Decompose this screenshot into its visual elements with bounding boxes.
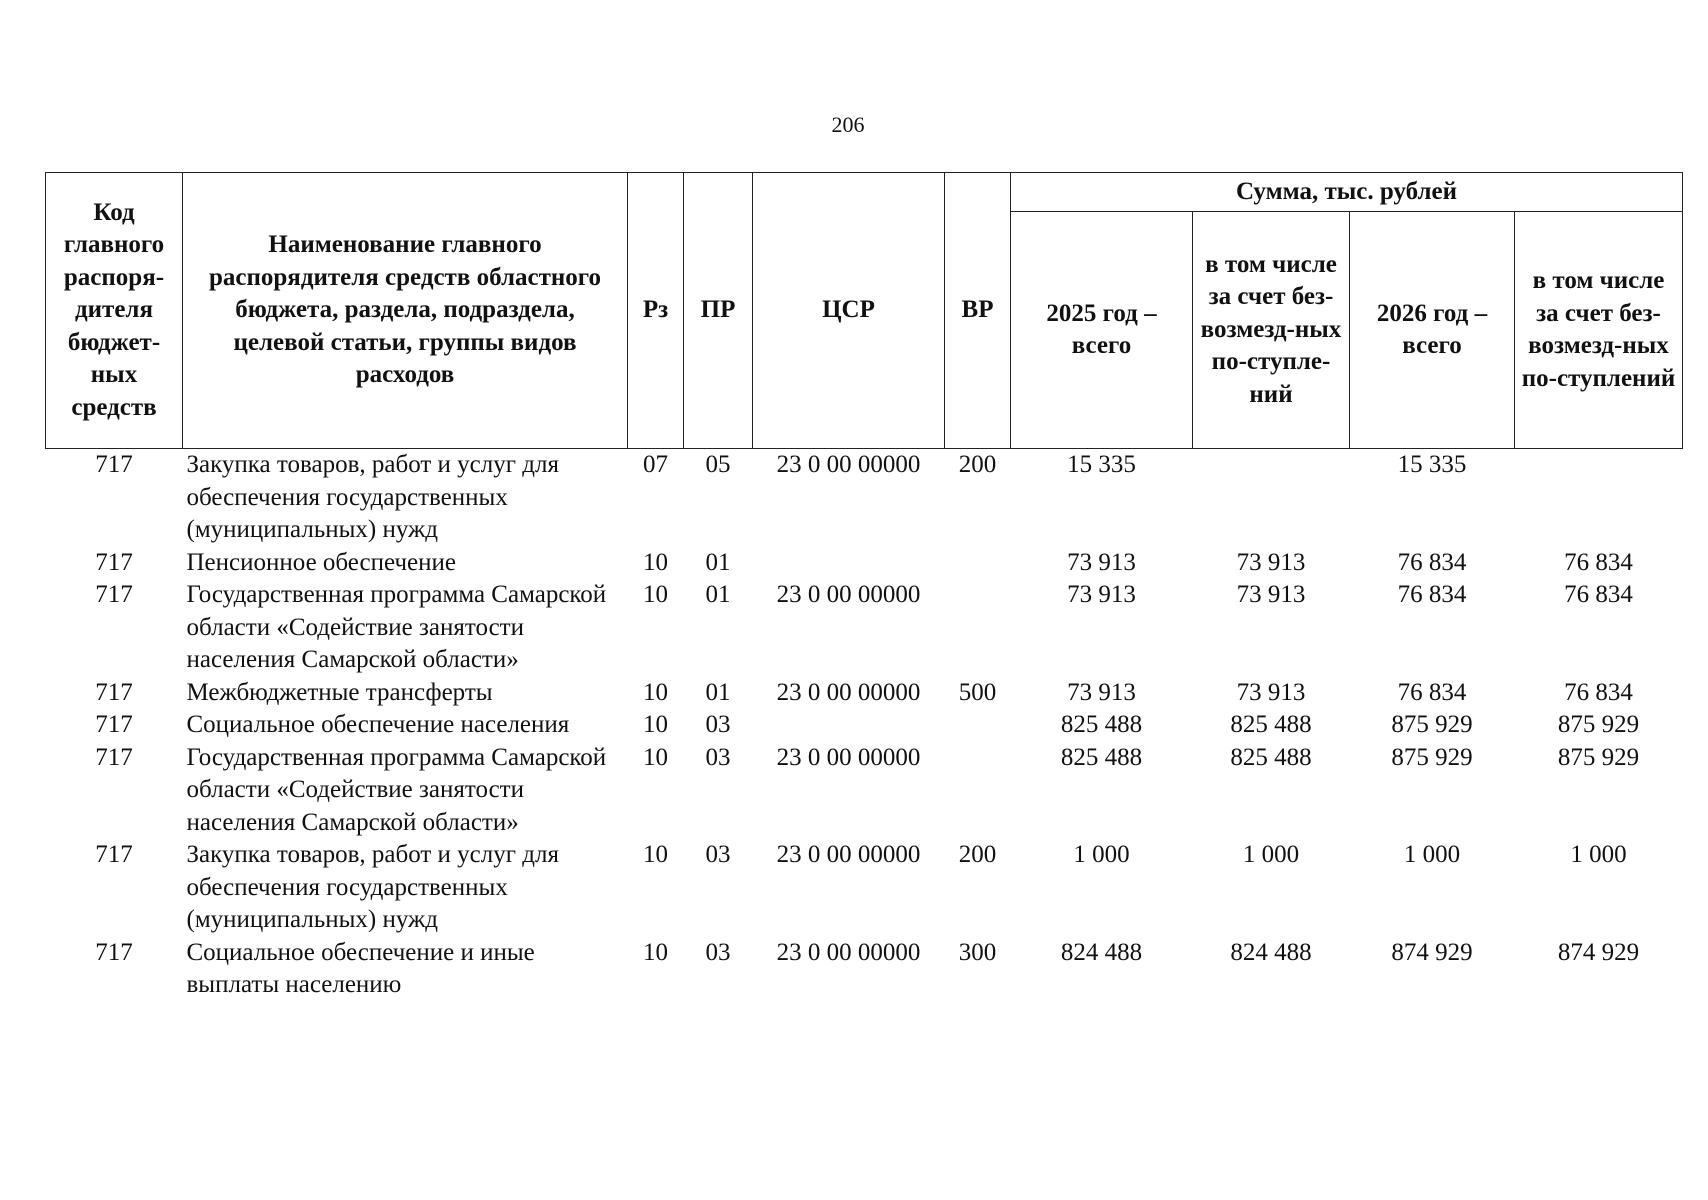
cell-code: 717 <box>95 841 133 868</box>
cell-pr: 03 <box>705 743 731 771</box>
cell-vr: 200 <box>958 451 997 478</box>
cell-csr: 23 0 00 00000 <box>776 743 921 771</box>
cell-2026-grants: 76 834 <box>1564 678 1633 706</box>
cell-vr <box>945 709 1011 742</box>
header-rz: Рз <box>628 173 684 449</box>
cell-csr: 23 0 00 00000 <box>776 581 921 608</box>
cell-2025-total: 15 335 <box>1067 451 1136 478</box>
cell-2025-total: 73 913 <box>1067 678 1136 706</box>
cell-vr: 300 <box>958 938 997 966</box>
cell-code: 717 <box>95 711 133 738</box>
cell-name: Закупка товаров, работ и услуг для обеспечения государственных (муниципальных) нужд <box>186 451 559 543</box>
cell-2026-total: 76 834 <box>1397 548 1467 576</box>
table-row <box>46 709 1683 742</box>
table-row <box>46 742 1683 840</box>
cell-2026-total: 76 834 <box>1397 581 1467 608</box>
cell-name: Государственная программа Самарской области «Содействие занятости населения Самарской области» <box>186 581 607 673</box>
cell-rz: 10 <box>643 548 668 576</box>
cell-code: 717 <box>95 678 133 706</box>
cell-2025-total: 825 488 <box>1060 711 1143 738</box>
cell-code: 717 <box>95 938 133 966</box>
cell-2026-grants: 76 834 <box>1564 581 1633 608</box>
cell-csr: 23 0 00 00000 <box>776 678 921 706</box>
cell-vr: 500 <box>958 678 997 706</box>
cell-csr <box>753 709 945 742</box>
cell-2025-total: 73 913 <box>1067 581 1136 608</box>
header-2025-grants: в том числе за счет без-возмезд-ных по-ступле-ний <box>1193 212 1350 449</box>
cell-2026-grants: 1 000 <box>1570 841 1627 868</box>
header-vr: ВР <box>945 173 1011 449</box>
cell-csr: 23 0 00 00000 <box>776 841 921 868</box>
cell-pr: 03 <box>705 938 731 966</box>
cell-2026-total: 874 929 <box>1391 938 1473 966</box>
cell-2025-total: 824 488 <box>1060 938 1143 966</box>
table-row <box>46 677 1683 710</box>
cell-rz: 10 <box>643 678 668 706</box>
cell-pr: 03 <box>705 841 731 868</box>
header-code: Код главного распоря-дителя бюджет-ных средств <box>46 173 183 449</box>
cell-pr: 01 <box>705 548 731 576</box>
cell-2026-grants: 76 834 <box>1564 548 1633 576</box>
budget-table <box>45 172 1683 1002</box>
cell-pr: 05 <box>705 451 731 478</box>
cell-rz: 10 <box>643 581 668 608</box>
cell-code: 717 <box>95 548 133 576</box>
cell-vr <box>945 579 1011 677</box>
table-row <box>46 579 1683 677</box>
cell-2025-grants: 825 488 <box>1230 711 1312 738</box>
header-csr: ЦСР <box>753 173 945 449</box>
cell-2025-total: 73 913 <box>1067 548 1136 576</box>
cell-rz: 10 <box>643 743 668 771</box>
cell-vr <box>945 742 1011 840</box>
table-row <box>46 937 1683 1002</box>
header-sum: Сумма, тыс. рублей <box>1011 173 1683 212</box>
cell-name: Социальное обеспечение и иные выплаты населению <box>186 938 535 998</box>
cell-rz: 10 <box>643 938 668 966</box>
cell-2026-grants: 874 929 <box>1557 938 1640 966</box>
cell-vr: 200 <box>958 841 997 868</box>
table-row <box>46 839 1683 937</box>
cell-2026-total: 76 834 <box>1397 678 1467 706</box>
cell-csr <box>753 547 945 580</box>
cell-rz: 10 <box>643 841 668 868</box>
header-name: Наименование главного распорядителя средств областного бюджета, раздела, подраздела, целевой статьи, группы видов расходов <box>183 173 628 449</box>
cell-2025-grants <box>1193 449 1350 547</box>
cell-code: 717 <box>95 743 133 771</box>
header-2026-total: 2026 год – всего <box>1350 212 1515 449</box>
cell-rz: 10 <box>643 711 668 738</box>
cell-csr: 23 0 00 00000 <box>776 451 921 478</box>
cell-2026-total: 15 335 <box>1397 451 1467 478</box>
cell-name: Государственная программа Самарской области «Содействие занятости населения Самарской области» <box>186 743 607 836</box>
cell-2026-grants: 875 929 <box>1557 711 1640 738</box>
cell-2025-grants: 73 913 <box>1236 678 1306 706</box>
cell-2026-total: 875 929 <box>1391 711 1473 738</box>
cell-csr: 23 0 00 00000 <box>776 938 921 966</box>
header-2025-total: 2025 год – всего <box>1011 212 1193 449</box>
cell-2025-total: 1 000 <box>1073 841 1130 868</box>
cell-pr: 01 <box>705 581 731 608</box>
cell-rz: 07 <box>643 451 668 478</box>
cell-name: Закупка товаров, работ и услуг для обеспечения государственных (муниципальных) нужд <box>186 841 559 933</box>
cell-pr: 03 <box>705 711 731 738</box>
cell-2025-grants: 825 488 <box>1230 743 1312 771</box>
cell-2025-grants: 73 913 <box>1236 581 1306 608</box>
cell-2025-grants: 824 488 <box>1230 938 1312 966</box>
page-number: 206 <box>831 112 865 137</box>
header-2026-grants: в том числе за счет без-возмезд-ных по-ступлений <box>1515 212 1683 449</box>
cell-code: 717 <box>95 581 133 608</box>
cell-2025-grants: 1 000 <box>1242 841 1300 868</box>
cell-2026-grants: 875 929 <box>1557 743 1640 771</box>
cell-code: 717 <box>95 451 133 478</box>
table-row <box>46 449 1683 547</box>
cell-vr <box>945 547 1011 580</box>
cell-name: Социальное обеспечение населения <box>186 711 570 738</box>
cell-pr: 01 <box>705 678 731 706</box>
cell-2026-grants <box>1515 449 1683 547</box>
table-body <box>46 449 1683 1002</box>
cell-2025-total: 825 488 <box>1060 743 1143 771</box>
cell-name: Межбюджетные трансферты <box>186 678 493 706</box>
cell-2025-grants: 73 913 <box>1236 548 1306 576</box>
table-row <box>46 547 1683 580</box>
cell-2026-total: 875 929 <box>1391 743 1473 771</box>
cell-2026-total: 1 000 <box>1403 841 1461 868</box>
cell-name: Пенсионное обеспечение <box>186 548 456 576</box>
table-header <box>46 173 1683 449</box>
header-pr: ПР <box>684 173 753 449</box>
